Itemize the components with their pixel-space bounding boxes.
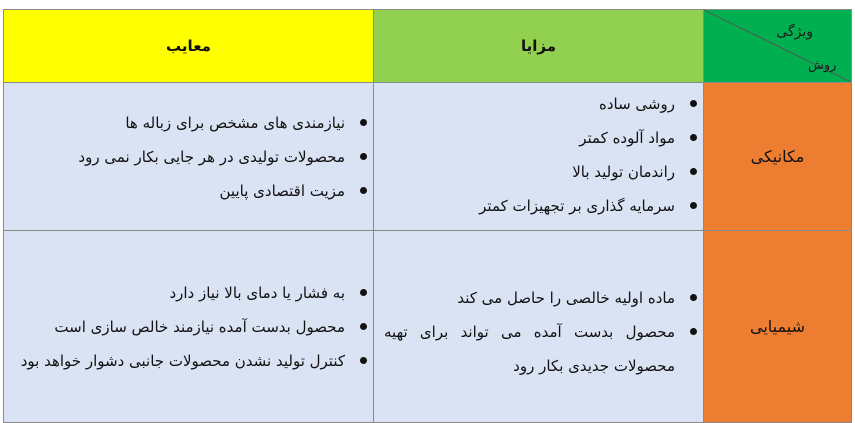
table-row [4, 83, 852, 231]
list-item: محصول بدست آمده می تواند برای تهیه محصولات جدیدی بکار رود [384, 315, 675, 383]
header-row [4, 10, 852, 83]
list-item: سرمایه گذاری بر تجهیزات کمتر [384, 189, 675, 223]
bullet-icon [690, 328, 697, 335]
bullet-icon [690, 294, 697, 301]
bullet-icon [360, 119, 367, 126]
comparison-table [3, 9, 852, 423]
disadvantages-list [4, 106, 373, 208]
bullet-icon [690, 134, 697, 141]
bullet-icon [690, 168, 697, 175]
corner-header-cell [704, 10, 852, 83]
disadvantages-cell [4, 83, 374, 231]
list-item: روشی ساده [384, 87, 675, 121]
list-item: کنترل تولید نشدن محصولات جانبی دشوار خواهد بود [14, 344, 345, 378]
advantages-header: مزایا [374, 10, 704, 83]
method-cell: مکانیکی [704, 83, 852, 231]
list-item: مواد آلوده کمتر [384, 121, 675, 155]
list-item: نیازمندی های مشخص برای زباله ها [14, 106, 345, 140]
disadvantages-header: معایب [4, 10, 374, 83]
bullet-icon [360, 289, 367, 296]
corner-feature-label: ویژگی [776, 24, 813, 40]
advantages-list [374, 281, 703, 383]
bullet-icon [360, 153, 367, 160]
bullet-icon [360, 323, 367, 330]
list-item: محصولات تولیدی در هر جایی بکار نمی رود [14, 140, 345, 174]
list-item: به فشار یا دمای بالا نیاز دارد [14, 276, 345, 310]
list-item: ماده اولیه خالصی را حاصل می کند [384, 281, 675, 315]
advantages-list [374, 87, 703, 223]
disadvantages-cell [4, 231, 374, 423]
method-cell: شیمیایی [704, 231, 852, 423]
list-item: مزیت اقتصادی پایین [14, 174, 345, 208]
disadvantages-list [4, 276, 373, 378]
bullet-icon [690, 202, 697, 209]
advantages-cell [374, 83, 704, 231]
bullet-icon [690, 100, 697, 107]
table-row [4, 231, 852, 423]
bullet-icon [360, 187, 367, 194]
list-item: محصول بدست آمده نیازمند خالص سازی است [14, 310, 345, 344]
corner-method-label: روش [808, 58, 837, 73]
bullet-icon [360, 357, 367, 364]
list-item: راندمان تولید بالا [384, 155, 675, 189]
advantages-cell [374, 231, 704, 423]
